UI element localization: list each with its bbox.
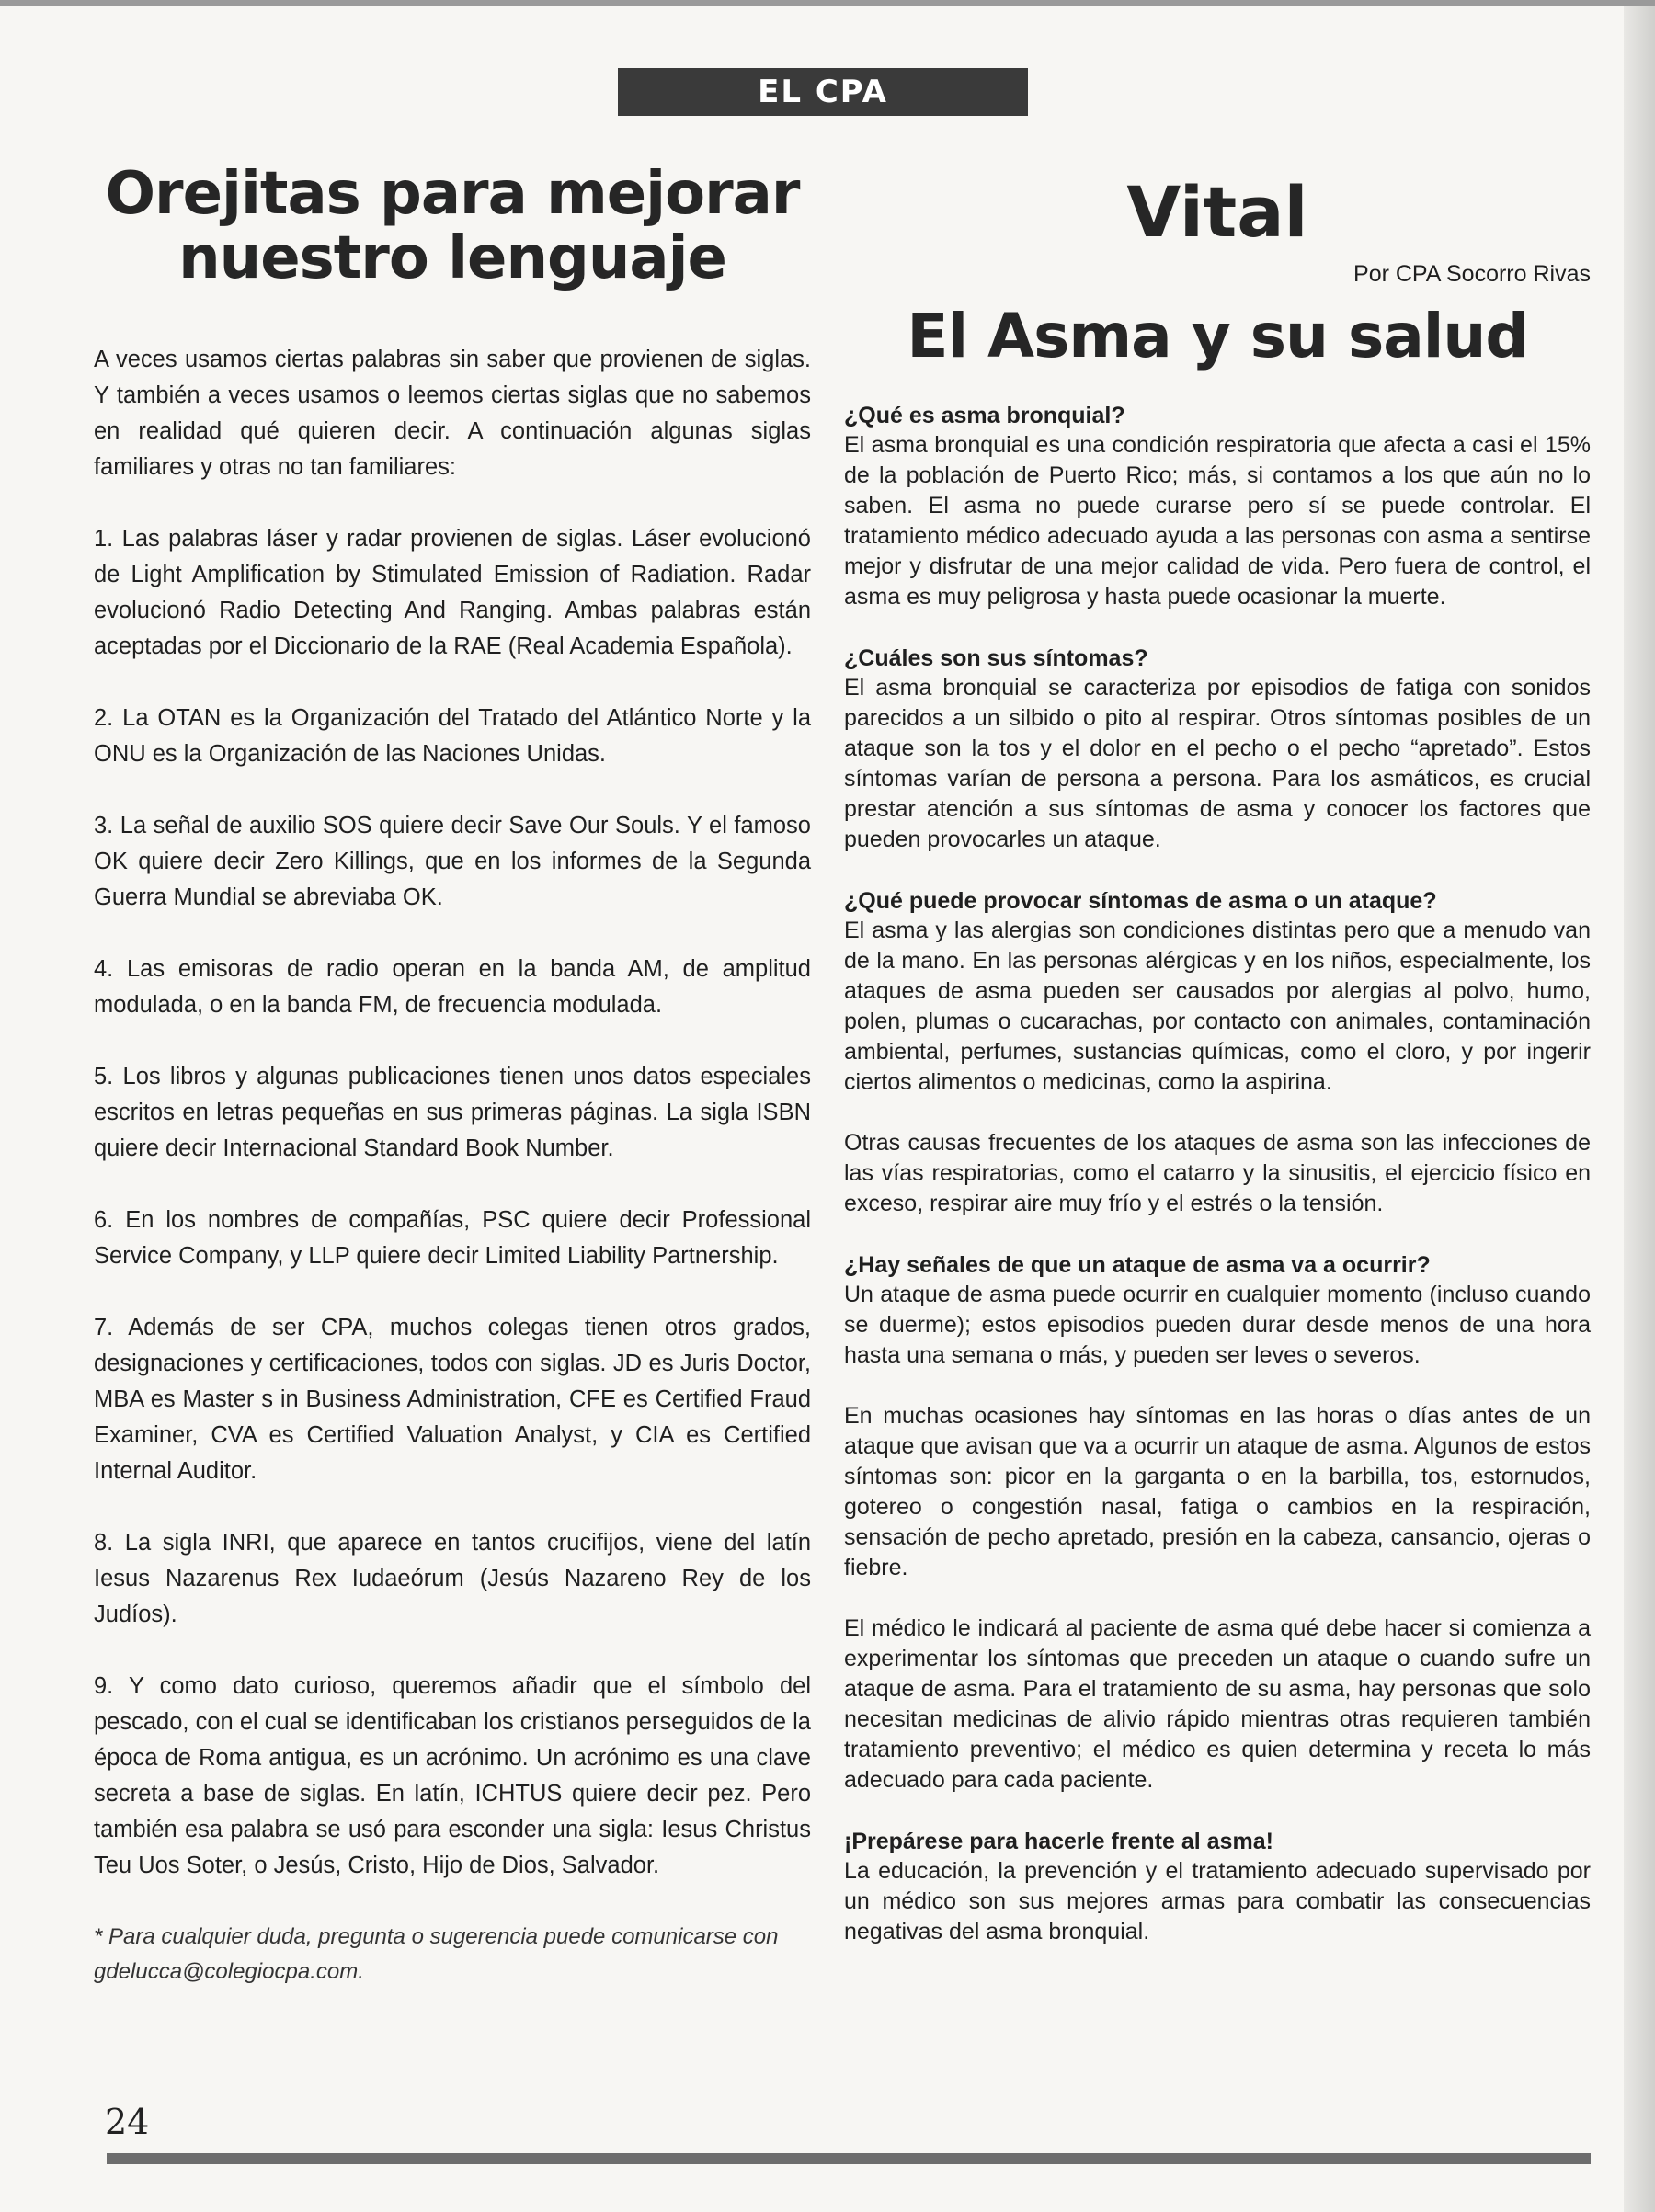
list-item: 8. La sigla INRI, que aparece en tantos crucifijos, viene del latín Iesus Nazarenus Rex Iudaeórum (Jesús Nazareno Rey de los Judíos). xyxy=(94,1530,811,1627)
column-title: Vital xyxy=(1126,171,1308,253)
list-item: 5. Los libros y algunas publicaciones tienen unos datos especiales escritos en letras pequeñas en sus primeras páginas. La sigla ISBN quiere decir Internacional Standard Book Number. xyxy=(94,1064,811,1161)
right-article-body xyxy=(844,401,1591,1947)
contact-note: * Para cualquier duda, pregunta o sugerencia puede comunicarse con gdelucca@colegiocpa.com. xyxy=(94,1924,779,1984)
list-item: 9. Y como dato curioso, queremos añadir que el símbolo del pescado, con el cual se identificaban los cristianos perseguidos de la época de Roma antigua, es un acrónimo. Un acrónimo es una clave secreta a base de siglas. En latín, ICHTUS quiere decir pez. Pero también esa palabra se usó para esconder una sigla: Iesus Christus Teu Uos Soter, o Jesús, Cristo, Hijo de Dios, Salvador. xyxy=(94,1673,811,1878)
section-heading: ¿Hay señales de que un ataque de asma va a ocurrir? xyxy=(844,1252,1431,1278)
section-paragraph: Otras causas frecuentes de los ataques de asma son las infecciones de las vías respiratorias, como el catarro y la sinusitis, el ejercicio físico en exceso, respirar aire muy frío y el estrés o la tensión. xyxy=(844,1130,1591,1216)
section-paragraph: El asma y las alergias son condiciones distintas pero que a menudo van de la mano. En las personas alérgicas y en los niños, especialmente, los ataques de asma pueden ser causados por alergias al polvo, humo, polen, plumas o cucarachas, por contacto con animales, contaminación ambiental, perfumes, sustancias químicas, como el cloro, y por ingerir ciertos alimentos o medicinas, como la aspirina. xyxy=(844,918,1591,1095)
section-paragraph: El asma bronquial es una condición respiratoria que afecta a casi el 15% de la población de Puerto Rico; más, si contamos a los que aún no lo saben. El asma no puede curarse pero sí se puede controlar. El tratamiento médico adecuado ayuda a las personas con asma a sentirse mejor y disfrutar de una mejor calidad de vida. Pero fuera de control, el asma es muy peligrosa y hasta puede ocasionar la muerte. xyxy=(844,432,1591,610)
section-paragraph: La educación, la prevención y el tratamiento adecuado supervisado por un médico son sus mejores armas para combatir las consecuencias negativas del asma bronquial. xyxy=(844,1858,1591,1944)
list-item: 6. En los nombres de compañías, PSC quiere decir Professional Service Company, y LLP quiere decir Limited Liability Partnership. xyxy=(94,1207,811,1269)
section-banner: EL CPA xyxy=(618,68,1028,116)
article-section xyxy=(844,1827,1591,1947)
section-paragraph: El médico le indicará al paciente de asma qué debe hacer si comienza a experimentar los síntomas que preceden un ataque o cuando sufre un ataque de asma. Para el tratamiento de su asma, hay personas que solo necesitan medicinas de alivio rápido mientras otras requieren también tratamiento preventivo; el médico es quien determina y receta lo más adecuado para cada paciente. xyxy=(844,1615,1591,1793)
left-article-title: Orejitas para mejorar nuestro lenguaje xyxy=(105,160,800,292)
right-article xyxy=(844,171,1591,1978)
section-heading: ¿Qué es asma bronquial? xyxy=(844,403,1125,428)
section-paragraph: El asma bronquial se caracteriza por episodios de fatiga con sonidos parecidos a un silbido o pito al respirar. Otros síntomas posibles de un ataque son la tos y el dolor en el pecho o el pecho “apretado”. Estos síntomas varían de persona a persona. Para los asmáticos, es crucial prestar atención a sus síntomas de asma y conocer los factores que pueden provocarles un ataque. xyxy=(844,675,1591,852)
list-item: 2. La OTAN es la Organización del Tratado del Atlántico Norte y la ONU es la Organización de las Naciones Unidas. xyxy=(94,705,811,767)
left-article-intro: A veces usamos ciertas palabras sin saber que provienen de siglas. Y también a veces usamos o leemos ciertas siglas que no sabemos en realidad qué quieren decir. A continuación algunas siglas familiares y otras no tan familiares: xyxy=(94,347,811,480)
article-section xyxy=(844,886,1591,1219)
section-heading: ¿Qué puede provocar síntomas de asma o un ataque? xyxy=(844,888,1437,914)
byline: Por CPA Socorro Rivas xyxy=(1353,261,1591,287)
list-item: 7. Además de ser CPA, muchos colegas tienen otros grados, designaciones y certificaciones, todos con siglas. JD es Juris Doctor, MBA es Master s in Business Administration, CFE es Certified Fraud Examiner, CVA es Certified Valuation Analyst, y CIA es Certified Internal Auditor. xyxy=(94,1315,811,1484)
article-section xyxy=(844,401,1591,612)
section-heading: ¿Cuáles son sus síntomas? xyxy=(844,645,1148,671)
footer-rule xyxy=(107,2153,1591,2164)
article-section xyxy=(844,644,1591,855)
section-heading: ¡Prepárese para hacerle frente al asma! xyxy=(844,1829,1273,1854)
list-item: 3. La señal de auxilio SOS quiere decir Save Our Souls. Y el famoso OK quiere decir Zero Killings, que en los informes de la Segunda Guerra Mundial se abreviaba OK. xyxy=(94,813,811,910)
page-number: 24 xyxy=(105,2102,150,2142)
page-edge-shadow xyxy=(1624,6,1655,2212)
list-item: 1. Las palabras láser y radar provienen de siglas. Láser evolucionó de Light Amplification by Stimulated Emission of Radiation. Radar evolucionó Radio Detecting And Ranging. Ambas palabras están aceptadas por el Diccionario de la RAE (Real Academia Española). xyxy=(94,526,811,659)
section-paragraph: En muchas ocasiones hay síntomas en las horas o días antes de un ataque que avisan que va a ocurrir un ataque de asma. Algunos de estos síntomas son: picor en la garganta o en la barbilla, tos, estornudos, gotereo o congestión nasal, fatiga o cambios en la respiración, sensación de pecho apretado, presión en la cabeza, cansancio, ojeras o fiebre. xyxy=(844,1403,1591,1580)
article-section xyxy=(844,1250,1591,1796)
section-paragraph: Un ataque de asma puede ocurrir en cualquier momento (incluso cuando se duerme); estos episodios pueden durar desde menos de una hora hasta una semana o más, y pueden ser leves o severos. xyxy=(844,1282,1591,1368)
left-article-body xyxy=(94,342,811,1990)
left-article xyxy=(94,162,811,2012)
right-article-title: El Asma y su salud xyxy=(907,301,1528,371)
list-item: 4. Las emisoras de radio operan en la banda AM, de amplitud modulada, o en la banda FM, de frecuencia modulada. xyxy=(94,956,811,1018)
